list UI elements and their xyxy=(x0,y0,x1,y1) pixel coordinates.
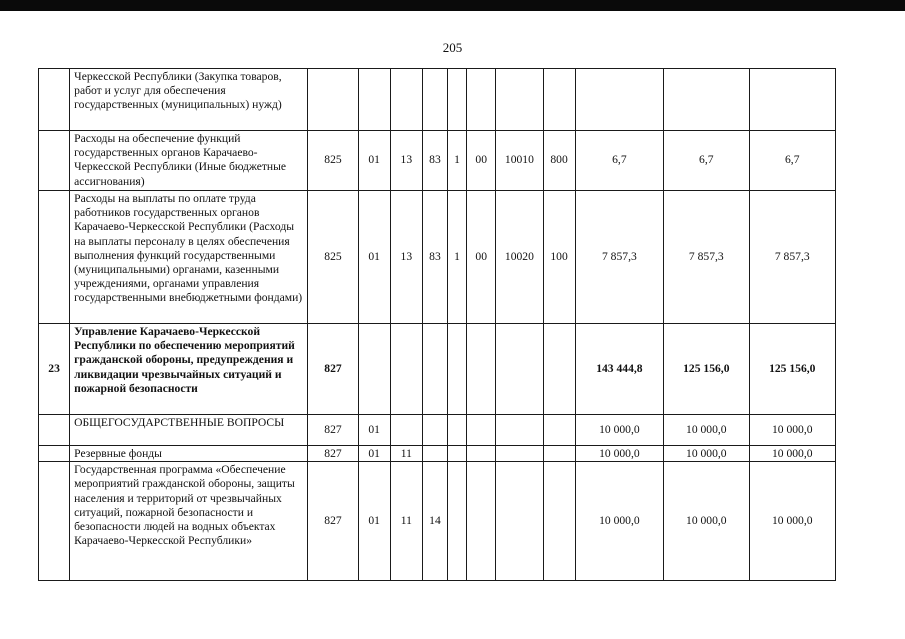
direction-code-cell xyxy=(496,324,543,415)
sum-year3-cell: 10 000,0 xyxy=(749,446,835,462)
ministry-code-cell: 827 xyxy=(308,324,358,415)
page-number: 205 xyxy=(442,40,463,55)
sum-year2-cell xyxy=(664,69,749,131)
activity-code-cell xyxy=(467,462,496,581)
sum-year2-cell: 7 857,3 xyxy=(664,191,749,324)
program-code-cell xyxy=(422,446,447,462)
ministry-code-cell xyxy=(308,69,358,131)
expense-name-cell: Расходы на выплаты по оплате труда работников государственных органов Карачаево-Черкесской Республики (Расходы на выплаты персоналу в целях обеспечения выполнения функций государственными (муниципальными) органами, казенными учреждениями, органами управления государственными внебюджетными фондами) xyxy=(70,191,308,324)
table-row xyxy=(39,131,836,191)
sum-year3-cell: 10 000,0 xyxy=(749,415,835,446)
sum-year3-cell: 7 857,3 xyxy=(749,191,835,324)
activity-code-cell xyxy=(467,446,496,462)
sum-year1-cell xyxy=(575,69,663,131)
expense-type-cell xyxy=(543,446,575,462)
sum-year3-cell xyxy=(749,69,835,131)
subprogram-code-cell xyxy=(448,415,467,446)
expense-type-cell xyxy=(543,69,575,131)
subprogram-code-cell: 1 xyxy=(448,191,467,324)
subsection-code-cell: 13 xyxy=(390,191,422,324)
table-row xyxy=(39,446,836,462)
table-row xyxy=(39,69,836,131)
expense-name-cell: Расходы на обеспечение функций государственных органов Карачаево-Черкесской Республики (Иные бюджетные ассигнования) xyxy=(70,131,308,191)
program-code-cell: 83 xyxy=(422,191,447,324)
section-code-cell: 01 xyxy=(358,131,390,191)
budget-table xyxy=(38,68,836,581)
expense-name-cell: ОБЩЕГОСУДАРСТВЕННЫЕ ВОПРОСЫ xyxy=(70,415,308,446)
section-code-cell: 01 xyxy=(358,191,390,324)
program-code-cell: 83 xyxy=(422,131,447,191)
row-number-cell xyxy=(39,191,70,324)
table-row xyxy=(39,191,836,324)
sum-year2-cell: 10 000,0 xyxy=(664,446,749,462)
direction-code-cell: 10010 xyxy=(496,131,543,191)
direction-code-cell xyxy=(496,462,543,581)
activity-code-cell xyxy=(467,324,496,415)
expense-name-cell: Государственная программа «Обеспечение мероприятий гражданской обороны, защиты населения и территорий от чрезвычайных ситуаций, пожарной безопасности и безопасности людей на водных объектах Карачаево-Черкесской Республики» xyxy=(70,462,308,581)
subsection-code-cell: 11 xyxy=(390,462,422,581)
ministry-code-cell: 827 xyxy=(308,462,358,581)
row-number-cell xyxy=(39,131,70,191)
sum-year1-cell: 143 444,8 xyxy=(575,324,663,415)
row-number-cell xyxy=(39,462,70,581)
subprogram-code-cell xyxy=(448,324,467,415)
subsection-code-cell xyxy=(390,324,422,415)
subprogram-code-cell: 1 xyxy=(448,131,467,191)
expense-name-cell: Резервные фонды xyxy=(70,446,308,462)
expense-type-cell xyxy=(543,324,575,415)
activity-code-cell xyxy=(467,415,496,446)
scan-top-border xyxy=(0,0,905,11)
sum-year2-cell: 125 156,0 xyxy=(664,324,749,415)
section-code-cell: 01 xyxy=(358,415,390,446)
subprogram-code-cell xyxy=(448,462,467,581)
row-number-cell xyxy=(39,415,70,446)
expense-type-cell xyxy=(543,462,575,581)
activity-code-cell: 00 xyxy=(467,131,496,191)
ministry-code-cell: 825 xyxy=(308,131,358,191)
expense-name-cell: Управление Карачаево-Черкесской Республики по обеспечению мероприятий гражданской обороны, предупреждения и ликвидации чрезвычайных ситуаций и пожарной безопасности xyxy=(70,324,308,415)
sum-year1-cell: 10 000,0 xyxy=(575,415,663,446)
sum-year1-cell: 6,7 xyxy=(575,131,663,191)
subsection-code-cell xyxy=(390,415,422,446)
sum-year1-cell: 10 000,0 xyxy=(575,446,663,462)
table-row xyxy=(39,462,836,581)
subsection-code-cell: 13 xyxy=(390,131,422,191)
row-number-cell xyxy=(39,446,70,462)
subprogram-code-cell xyxy=(448,446,467,462)
direction-code-cell xyxy=(496,446,543,462)
program-code-cell xyxy=(422,415,447,446)
section-code-cell xyxy=(358,324,390,415)
sum-year2-cell: 10 000,0 xyxy=(664,462,749,581)
sum-year1-cell: 7 857,3 xyxy=(575,191,663,324)
sum-year1-cell: 10 000,0 xyxy=(575,462,663,581)
ministry-code-cell: 825 xyxy=(308,191,358,324)
section-code-cell: 01 xyxy=(358,462,390,581)
row-number-cell: 23 xyxy=(39,324,70,415)
sum-year3-cell: 125 156,0 xyxy=(749,324,835,415)
subsection-code-cell: 11 xyxy=(390,446,422,462)
direction-code-cell: 10020 xyxy=(496,191,543,324)
row-number-cell xyxy=(39,69,70,131)
expense-type-cell xyxy=(543,415,575,446)
expense-type-cell: 800 xyxy=(543,131,575,191)
activity-code-cell xyxy=(467,69,496,131)
direction-code-cell xyxy=(496,69,543,131)
expense-type-cell: 100 xyxy=(543,191,575,324)
section-code-cell xyxy=(358,69,390,131)
table-row xyxy=(39,415,836,446)
section-code-cell: 01 xyxy=(358,446,390,462)
activity-code-cell: 00 xyxy=(467,191,496,324)
program-code-cell xyxy=(422,69,447,131)
ministry-code-cell: 827 xyxy=(308,415,358,446)
expense-name-cell: Черкесской Республики (Закупка товаров, работ и услуг для обеспечения государственных (муниципальных) нужд) xyxy=(70,69,308,131)
sum-year3-cell: 6,7 xyxy=(749,131,835,191)
program-code-cell xyxy=(422,324,447,415)
ministry-code-cell: 827 xyxy=(308,446,358,462)
sum-year2-cell: 6,7 xyxy=(664,131,749,191)
sum-year3-cell: 10 000,0 xyxy=(749,462,835,581)
direction-code-cell xyxy=(496,415,543,446)
table-row xyxy=(39,324,836,415)
program-code-cell: 14 xyxy=(422,462,447,581)
subsection-code-cell xyxy=(390,69,422,131)
subprogram-code-cell xyxy=(448,69,467,131)
sum-year2-cell: 10 000,0 xyxy=(664,415,749,446)
